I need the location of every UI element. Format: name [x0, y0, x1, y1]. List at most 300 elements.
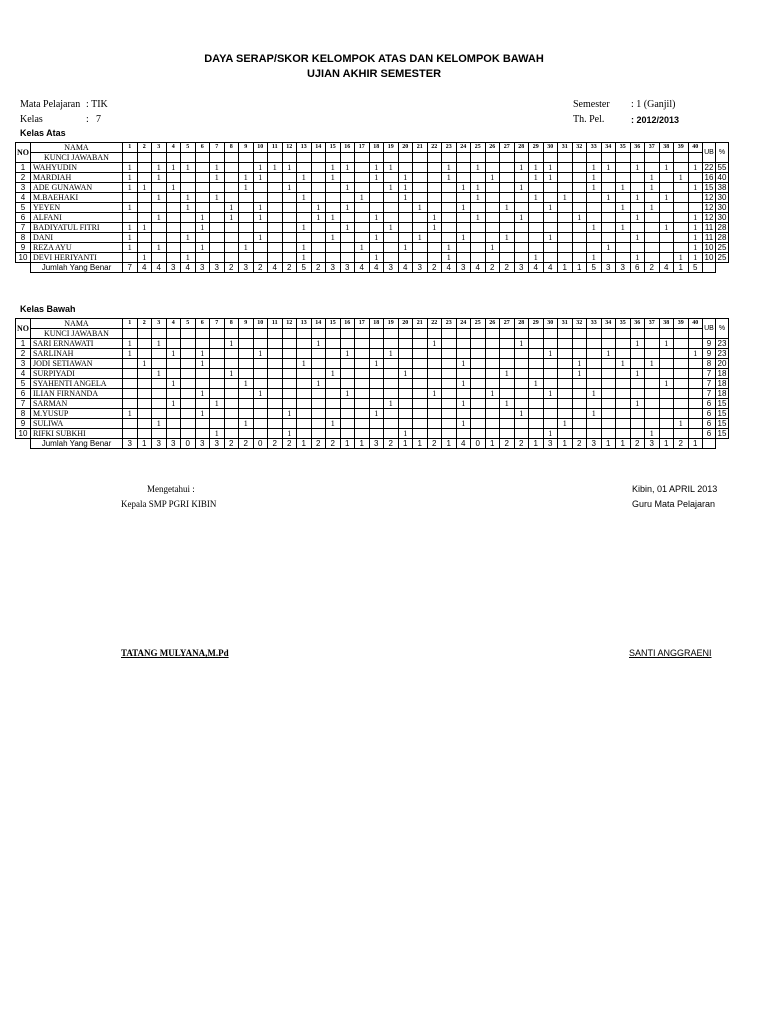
answer-cell	[630, 183, 645, 193]
answer-cell	[485, 379, 500, 389]
answer-key-cell	[543, 329, 558, 339]
answer-cell	[514, 173, 529, 183]
answer-cell: 1	[340, 389, 355, 399]
answer-cell	[471, 389, 486, 399]
header-kunci-jawaban: KUNCI JAWABAN	[31, 153, 123, 163]
total-cell: 1	[572, 263, 587, 273]
answer-cell	[601, 183, 616, 193]
question-number: 19	[384, 319, 399, 329]
answer-key-cell	[398, 153, 413, 163]
answer-cell	[369, 379, 384, 389]
answer-cell: 1	[572, 369, 587, 379]
answer-cell: 1	[616, 183, 631, 193]
answer-cell	[224, 379, 239, 389]
answer-cell	[166, 409, 181, 419]
answer-cell	[427, 399, 442, 409]
answer-cell	[166, 339, 181, 349]
total-pct-blank	[716, 439, 729, 449]
total-cell: 0	[253, 439, 268, 449]
answer-cell	[137, 419, 152, 429]
answer-cell	[558, 243, 573, 253]
answer-key-cell	[369, 329, 384, 339]
question-number: 28	[514, 143, 529, 153]
header-ub: UB	[703, 143, 716, 163]
answer-cell	[181, 409, 196, 419]
answer-cell	[616, 389, 631, 399]
answer-cell	[572, 203, 587, 213]
answer-cell: 1	[123, 339, 138, 349]
answer-cell	[311, 359, 326, 369]
answer-cell	[427, 193, 442, 203]
answer-key-cell	[195, 153, 210, 163]
answer-cell	[413, 163, 428, 173]
answer-cell: 1	[659, 193, 674, 203]
answer-cell	[413, 389, 428, 399]
student-number: 6	[16, 213, 31, 223]
question-number: 36	[630, 319, 645, 329]
answer-cell: 1	[543, 163, 558, 173]
answer-cell	[297, 339, 312, 349]
student-name: SARI ERNAWATI	[31, 339, 123, 349]
answer-cell	[543, 183, 558, 193]
answer-cell: 1	[123, 243, 138, 253]
answer-cell	[674, 429, 689, 439]
answer-cell	[384, 233, 399, 243]
answer-cell	[427, 173, 442, 183]
answer-key-cell	[282, 329, 297, 339]
header-row	[16, 143, 729, 153]
answer-cell	[239, 253, 254, 263]
answer-key-cell	[152, 153, 167, 163]
answer-cell	[529, 429, 544, 439]
question-number: 23	[442, 143, 457, 153]
answer-cell: 1	[514, 163, 529, 173]
answer-cell	[543, 253, 558, 263]
answer-cell	[210, 359, 225, 369]
answer-cell	[311, 349, 326, 359]
answer-cell	[152, 223, 167, 233]
answer-cell	[355, 429, 370, 439]
answer-cell	[210, 389, 225, 399]
answer-cell: 1	[500, 399, 515, 409]
student-number: 8	[16, 409, 31, 419]
answer-cell	[601, 389, 616, 399]
question-number: 21	[413, 319, 428, 329]
answer-cell	[558, 429, 573, 439]
total-cell: 1	[529, 439, 544, 449]
answer-cell	[500, 243, 515, 253]
answer-cell	[311, 243, 326, 253]
answer-cell	[326, 203, 341, 213]
answer-cell	[471, 359, 486, 369]
answer-cell	[500, 193, 515, 203]
answer-cell	[340, 359, 355, 369]
question-number: 27	[500, 143, 515, 153]
answer-cell	[485, 369, 500, 379]
table-row	[16, 163, 729, 173]
answer-cell: 1	[514, 409, 529, 419]
question-number: 30	[543, 319, 558, 329]
answer-cell	[471, 379, 486, 389]
answer-cell	[326, 349, 341, 359]
answer-cell	[210, 233, 225, 243]
answer-cell: 1	[181, 203, 196, 213]
answer-cell	[601, 223, 616, 233]
answer-cell	[572, 389, 587, 399]
answer-cell	[123, 359, 138, 369]
answer-cell: 1	[340, 203, 355, 213]
question-number: 5	[181, 319, 196, 329]
answer-cell: 1	[688, 183, 703, 193]
student-ub: 6	[703, 409, 716, 419]
answer-key-cell	[355, 329, 370, 339]
answer-cell	[282, 339, 297, 349]
answer-cell	[326, 409, 341, 419]
answer-cell: 1	[601, 349, 616, 359]
answer-cell: 1	[239, 379, 254, 389]
student-name: ILIAN FIRNANDA	[31, 389, 123, 399]
answer-cell	[152, 399, 167, 409]
answer-cell	[253, 399, 268, 409]
answer-cell: 1	[587, 409, 602, 419]
answer-cell	[311, 163, 326, 173]
answer-key-cell	[688, 329, 703, 339]
answer-cell: 1	[485, 389, 500, 399]
answer-key-cell	[239, 329, 254, 339]
answer-cell	[123, 253, 138, 263]
answer-cell	[282, 399, 297, 409]
question-number: 11	[268, 319, 283, 329]
table-row	[16, 419, 729, 429]
answer-cell	[659, 253, 674, 263]
answer-cell: 1	[297, 243, 312, 253]
answer-cell	[442, 213, 457, 223]
question-number: 38	[659, 143, 674, 153]
answer-cell	[674, 399, 689, 409]
answer-cell	[456, 223, 471, 233]
answer-cell	[674, 243, 689, 253]
answer-cell	[355, 409, 370, 419]
answer-cell: 1	[282, 429, 297, 439]
answer-cell	[224, 399, 239, 409]
answer-cell: 1	[137, 253, 152, 263]
answer-key-cell	[659, 329, 674, 339]
answer-cell	[659, 233, 674, 243]
student-number: 3	[16, 359, 31, 369]
answer-cell: 1	[601, 193, 616, 203]
answer-cell	[137, 203, 152, 213]
table-row	[16, 399, 729, 409]
answer-cell	[297, 389, 312, 399]
answer-cell	[587, 429, 602, 439]
answer-cell	[601, 399, 616, 409]
answer-cell: 1	[398, 183, 413, 193]
score-table-bawah	[15, 318, 729, 449]
answer-cell	[326, 389, 341, 399]
answer-cell	[514, 253, 529, 263]
answer-cell	[398, 233, 413, 243]
question-number: 29	[529, 143, 544, 153]
answer-cell	[688, 193, 703, 203]
table-row	[16, 359, 729, 369]
answer-cell	[340, 429, 355, 439]
answer-cell: 1	[630, 233, 645, 243]
answer-cell: 1	[398, 173, 413, 183]
answer-cell	[239, 369, 254, 379]
answer-cell: 1	[195, 213, 210, 223]
answer-cell	[369, 429, 384, 439]
answer-key-cell	[166, 329, 181, 339]
answer-cell	[195, 203, 210, 213]
answer-cell	[529, 409, 544, 419]
total-cell: 3	[543, 439, 558, 449]
answer-cell	[311, 193, 326, 203]
answer-cell	[485, 183, 500, 193]
student-name: ALFANI	[31, 213, 123, 223]
answer-cell	[471, 203, 486, 213]
answer-cell	[427, 429, 442, 439]
answer-cell	[181, 419, 196, 429]
answer-cell	[369, 399, 384, 409]
answer-cell	[514, 389, 529, 399]
answer-cell	[500, 409, 515, 419]
answer-cell	[543, 379, 558, 389]
header-nama: NAMA	[31, 143, 123, 153]
answer-cell	[659, 419, 674, 429]
answer-key-cell	[355, 153, 370, 163]
answer-cell	[616, 163, 631, 173]
answer-cell	[413, 369, 428, 379]
answer-cell: 1	[123, 233, 138, 243]
answer-key-cell	[224, 153, 239, 163]
answer-cell	[601, 173, 616, 183]
answer-cell	[601, 203, 616, 213]
answer-cell	[326, 429, 341, 439]
question-number: 33	[587, 319, 602, 329]
student-ub: 7	[703, 379, 716, 389]
answer-key-cell	[601, 329, 616, 339]
total-cell: 2	[282, 439, 297, 449]
answer-key-cell	[674, 329, 689, 339]
question-number: 12	[282, 143, 297, 153]
answer-cell	[485, 213, 500, 223]
student-ub: 16	[703, 173, 716, 183]
answer-key-cell	[616, 153, 631, 163]
answer-key-cell	[166, 153, 181, 163]
answer-cell: 1	[326, 369, 341, 379]
answer-cell	[471, 399, 486, 409]
table-row	[16, 369, 729, 379]
guru-signature-name: SANTI ANGGRAENI	[629, 648, 712, 658]
answer-cell: 1	[587, 163, 602, 173]
answer-cell	[384, 369, 399, 379]
answer-cell: 1	[253, 203, 268, 213]
answer-key-cell	[500, 329, 515, 339]
answer-cell	[471, 409, 486, 419]
answer-cell: 1	[297, 253, 312, 263]
answer-cell	[355, 399, 370, 409]
answer-cell	[282, 243, 297, 253]
kelas-label: Kelas	[20, 114, 43, 125]
answer-cell	[630, 389, 645, 399]
answer-cell	[355, 233, 370, 243]
answer-cell	[195, 369, 210, 379]
student-percent: 18	[716, 379, 729, 389]
student-name: JODI SETIAWAN	[31, 359, 123, 369]
student-ub: 10	[703, 253, 716, 263]
total-cell: 5	[688, 263, 703, 273]
question-number: 28	[514, 319, 529, 329]
answer-cell	[398, 379, 413, 389]
answer-cell	[543, 409, 558, 419]
answer-cell	[311, 429, 326, 439]
answer-cell: 1	[210, 173, 225, 183]
answer-cell	[688, 399, 703, 409]
student-name: SURPIYADI	[31, 369, 123, 379]
answer-cell: 1	[355, 243, 370, 253]
answer-cell	[616, 339, 631, 349]
total-cell: 1	[413, 439, 428, 449]
student-ub: 7	[703, 389, 716, 399]
answer-cell	[630, 173, 645, 183]
answer-cell	[456, 349, 471, 359]
answer-cell	[355, 389, 370, 399]
question-number: 38	[659, 319, 674, 329]
answer-cell: 1	[529, 193, 544, 203]
answer-key-cell	[181, 153, 196, 163]
answer-cell	[239, 163, 254, 173]
total-cell: 4	[471, 263, 486, 273]
total-cell: 2	[239, 439, 254, 449]
question-number: 15	[326, 319, 341, 329]
answer-key-cell	[514, 329, 529, 339]
answer-cell: 1	[282, 409, 297, 419]
answer-cell: 1	[659, 379, 674, 389]
answer-cell	[645, 223, 660, 233]
answer-cell	[485, 223, 500, 233]
header-row	[16, 319, 729, 329]
question-number: 8	[224, 143, 239, 153]
answer-cell	[427, 253, 442, 263]
student-percent: 15	[716, 429, 729, 439]
question-number: 35	[616, 319, 631, 329]
answer-cell: 1	[558, 193, 573, 203]
answer-cell: 1	[297, 359, 312, 369]
total-cell: 2	[427, 439, 442, 449]
answer-cell	[659, 369, 674, 379]
answer-cell	[210, 369, 225, 379]
answer-cell	[587, 193, 602, 203]
answer-cell: 1	[311, 213, 326, 223]
table-row	[16, 389, 729, 399]
question-number: 35	[616, 143, 631, 153]
answer-cell	[471, 339, 486, 349]
answer-cell: 1	[123, 349, 138, 359]
answer-key-cell	[239, 153, 254, 163]
answer-cell: 1	[616, 359, 631, 369]
answer-cell	[674, 369, 689, 379]
answer-cell	[195, 253, 210, 263]
answer-cell: 1	[326, 163, 341, 173]
answer-cell	[355, 173, 370, 183]
answer-cell: 1	[137, 183, 152, 193]
answer-key-cell	[601, 153, 616, 163]
answer-cell	[239, 213, 254, 223]
answer-cell	[297, 419, 312, 429]
answer-cell: 1	[659, 163, 674, 173]
answer-cell	[282, 419, 297, 429]
answer-cell	[601, 419, 616, 429]
answer-cell	[413, 429, 428, 439]
answer-cell: 1	[456, 379, 471, 389]
answer-cell	[500, 359, 515, 369]
answer-cell	[398, 253, 413, 263]
student-percent: 30	[716, 213, 729, 223]
answer-cell	[500, 163, 515, 173]
kelas-colon: :	[86, 114, 89, 125]
answer-cell	[688, 429, 703, 439]
answer-cell	[674, 389, 689, 399]
answer-cell	[413, 223, 428, 233]
header-ub: UB	[703, 319, 716, 339]
answer-key-cell	[442, 329, 457, 339]
answer-cell	[268, 223, 283, 233]
answer-cell	[674, 223, 689, 233]
answer-cell: 1	[195, 389, 210, 399]
total-cell: 2	[572, 439, 587, 449]
student-name: DANI	[31, 233, 123, 243]
total-cell: 3	[123, 439, 138, 449]
total-cell: 1	[297, 439, 312, 449]
answer-cell	[413, 409, 428, 419]
answer-cell	[413, 339, 428, 349]
question-number: 27	[500, 319, 515, 329]
guru-title: Guru Mata Pelajaran	[632, 499, 716, 509]
question-number: 6	[195, 319, 210, 329]
answer-cell	[282, 379, 297, 389]
answer-cell: 1	[558, 419, 573, 429]
total-cell: 2	[674, 439, 689, 449]
answer-cell	[659, 213, 674, 223]
answer-cell	[688, 389, 703, 399]
student-number: 2	[16, 173, 31, 183]
answer-cell	[224, 183, 239, 193]
thpel-label: Th. Pel.	[573, 114, 605, 125]
answer-cell	[456, 193, 471, 203]
answer-cell: 1	[166, 399, 181, 409]
answer-cell	[427, 233, 442, 243]
answer-key-cell	[282, 153, 297, 163]
answer-key-cell	[514, 153, 529, 163]
answer-cell	[181, 213, 196, 223]
answer-cell	[152, 429, 167, 439]
answer-cell	[427, 359, 442, 369]
answer-key-cell	[181, 329, 196, 339]
answer-cell: 1	[601, 163, 616, 173]
answer-cell	[427, 243, 442, 253]
answer-cell	[456, 429, 471, 439]
question-number: 26	[485, 143, 500, 153]
answer-cell	[471, 369, 486, 379]
answer-cell	[239, 409, 254, 419]
mengetahui-label: Mengetahui :	[147, 484, 195, 494]
answer-cell	[659, 409, 674, 419]
answer-cell	[123, 369, 138, 379]
answer-cell	[268, 399, 283, 409]
answer-cell	[210, 253, 225, 263]
answer-cell: 1	[427, 339, 442, 349]
answer-cell	[529, 389, 544, 399]
